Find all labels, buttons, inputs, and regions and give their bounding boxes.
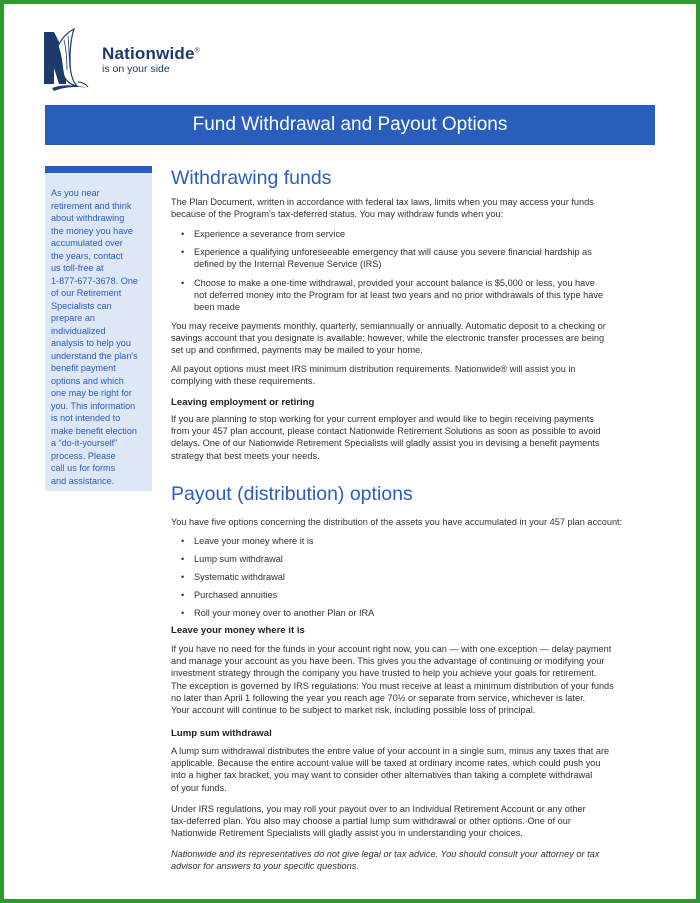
text-line: individualized: [51, 325, 106, 336]
text-line: and manage your account as you have been. This gives you the advantage of continuing or modifying your: [171, 656, 605, 667]
text-line: • Experience a qualifying unforeseeable emergency that will cause you severe financial hardship as: [194, 247, 592, 258]
legal-disclaimer: [171, 848, 659, 872]
withdrawing-paragraph-3: [171, 363, 659, 387]
text-line: set up and confirmed, payments may be mailed to your home.: [171, 345, 423, 356]
leaving-paragraph: [171, 413, 659, 462]
text-line: into a higher tax bracket, you may want to consider other alternatives than taking a complete withdrawal: [171, 770, 593, 781]
text-line: All payout options must meet IRS minimum distribution requirements. Nationwide® will assist you in: [171, 364, 576, 374]
bullet-item: [171, 228, 659, 240]
text-line: advisor for answers to your specific questions.: [171, 861, 359, 872]
lump-sum-paragraph: [171, 745, 659, 794]
payout-option-item: • Systematic withdrawal: [171, 571, 659, 583]
text-line: The Plan Document, written in accordance with federal tax laws, limits when you may access your funds: [171, 197, 594, 207]
text-line: understand the plan's: [51, 350, 138, 361]
text-line: The exception is governed by IRS regulations: You must receive at least a minimum distribution of your funds: [171, 680, 614, 691]
text-line: of your funds.: [171, 782, 227, 793]
text-line: defined by the Internal Revenue Service (IRS): [194, 259, 382, 270]
bullet-item: [171, 246, 659, 270]
text-line: the years, contact: [51, 250, 123, 261]
text-line: Nationwide Retirement Specialists will gladly assist you in understanding your choices.: [171, 828, 523, 839]
text-line: options and which: [51, 375, 124, 386]
text-line: you. This information: [51, 400, 136, 411]
text-line: Specialists can: [51, 300, 112, 311]
text-line: the money you have: [51, 225, 133, 236]
lump-sum-paragraph-2: [171, 803, 659, 840]
text-line: As you near: [51, 188, 100, 198]
page-title: Fund Withdrawal and Payout Options: [192, 114, 508, 135]
payout-option-item: • Roll your money over to another Plan or IRA: [171, 607, 659, 619]
text-line: from your 457 plan account, please contact Nationwide Retirement Solutions as soon as possible to avoid: [171, 426, 601, 437]
text-line: applicable. Because the entire account value will be taxed at ordinary income rates, which could push you: [171, 758, 601, 769]
text-line: strategy that best meets your needs.: [171, 450, 320, 461]
text-line: complying with these requirements.: [171, 376, 316, 387]
document-page: [4, 4, 696, 899]
withdrawing-paragraph-2: [171, 320, 659, 357]
text-line: 1-877-677-3678. One: [51, 275, 138, 286]
text-line: investment strategy through the company you have trusted to help you achieve your goals for retirement.: [171, 668, 597, 679]
text-line: us toll-free at: [51, 263, 104, 273]
text-line: You may receive payments monthly, quarterly, semiannually or annually. Automatic deposit to a checking or: [171, 321, 606, 331]
text-line: process. Please: [51, 450, 116, 461]
heading-withdrawing-funds: Withdrawing funds: [171, 167, 332, 189]
payout-intro: You have five options concerning the distribution of the assets you have accumulated in your 457 plan account:: [171, 517, 623, 527]
brand-name: Nationwide®: [102, 44, 201, 63]
text-line: been made: [194, 302, 240, 313]
payout-option-item: • Leave your money where it is: [171, 535, 659, 547]
text-line: Your account will continue to be subject to market risk, including possible loss of principal.: [171, 705, 536, 716]
text-line: tax-deferred plan. You also may choose a partial lump sum withdrawal or other options. One of our: [171, 816, 571, 827]
heading-leaving-employment: Leaving employment or retiring: [171, 397, 315, 408]
text-line: retirement and think: [51, 200, 132, 211]
bullet-item: [171, 277, 659, 314]
eagle-logo-icon: [44, 26, 92, 92]
withdrawing-bullets: [171, 228, 659, 313]
text-line: prepare an: [51, 313, 95, 323]
text-line: because of the Program's tax-deferred status. You may withdraw funds when you:: [171, 209, 504, 220]
text-line: benefit payment: [51, 363, 116, 373]
title-banner: [45, 105, 655, 145]
text-line: about withdrawing: [51, 213, 125, 223]
heading-leave-money: Leave your money where it is: [171, 625, 305, 636]
text-line: Nationwide and its representatives do not give legal or tax advice. You should consult your attorney or tax: [171, 849, 600, 859]
payout-options-list: [171, 535, 659, 625]
leave-money-paragraph: [171, 643, 659, 716]
text-line: Under IRS regulations, you may roll your payout over to an Individual Retirement Account or any other: [171, 804, 586, 814]
text-line: no later than April 1 following the year you reach age 70½ or separate from service, whichever is later.: [171, 692, 586, 703]
heading-lump-sum: Lump sum withdrawal: [171, 728, 272, 739]
text-line: not deferred money into the Program for at least two years and no prior withdrawals of this type have: [194, 289, 604, 300]
text-line: If you have no need for the funds in your account right now, you can — with one exception — delay payment: [171, 644, 612, 654]
text-line: call us for forms: [51, 463, 116, 473]
text-line: • Experience a severance from service: [194, 229, 346, 239]
text-line: analysis to help you: [51, 338, 131, 348]
text-line: a “do-it-yourself”: [51, 438, 118, 448]
text-line: accumulated over: [51, 238, 123, 248]
sidebar-callout: [45, 166, 152, 491]
text-line: delays. One of our Nationwide Retirement Specialists will gladly assist you in devising a benefit payments: [171, 438, 600, 449]
brand-tagline: is on your side: [102, 63, 170, 75]
text-line: and assistance.: [51, 475, 115, 486]
text-line: • Choose to make a one-time withdrawal, provided your account balance is $5,000 or less, you have: [194, 277, 595, 288]
text-line: A lump sum withdrawal distributes the entire value of your account in a single sum, minus any taxes that are: [171, 746, 610, 756]
payout-option-item: • Purchased annuities: [171, 589, 659, 601]
text-line: make benefit election: [51, 425, 137, 436]
text-line: is not intended to: [51, 413, 121, 423]
withdrawing-intro: [171, 196, 659, 220]
text-line: If you are planning to stop working for your current employer and would like to begin receiving payments: [171, 414, 594, 424]
brand-block: [102, 44, 200, 75]
text-line: of our Retirement: [51, 288, 122, 298]
payout-option-item: • Lump sum withdrawal: [171, 553, 659, 565]
heading-payout-options: Payout (distribution) options: [171, 483, 413, 505]
text-line: savings account that you designate is available; however, while the electronic transfer processes are being: [171, 333, 605, 344]
text-line: one may be right for: [51, 388, 132, 398]
